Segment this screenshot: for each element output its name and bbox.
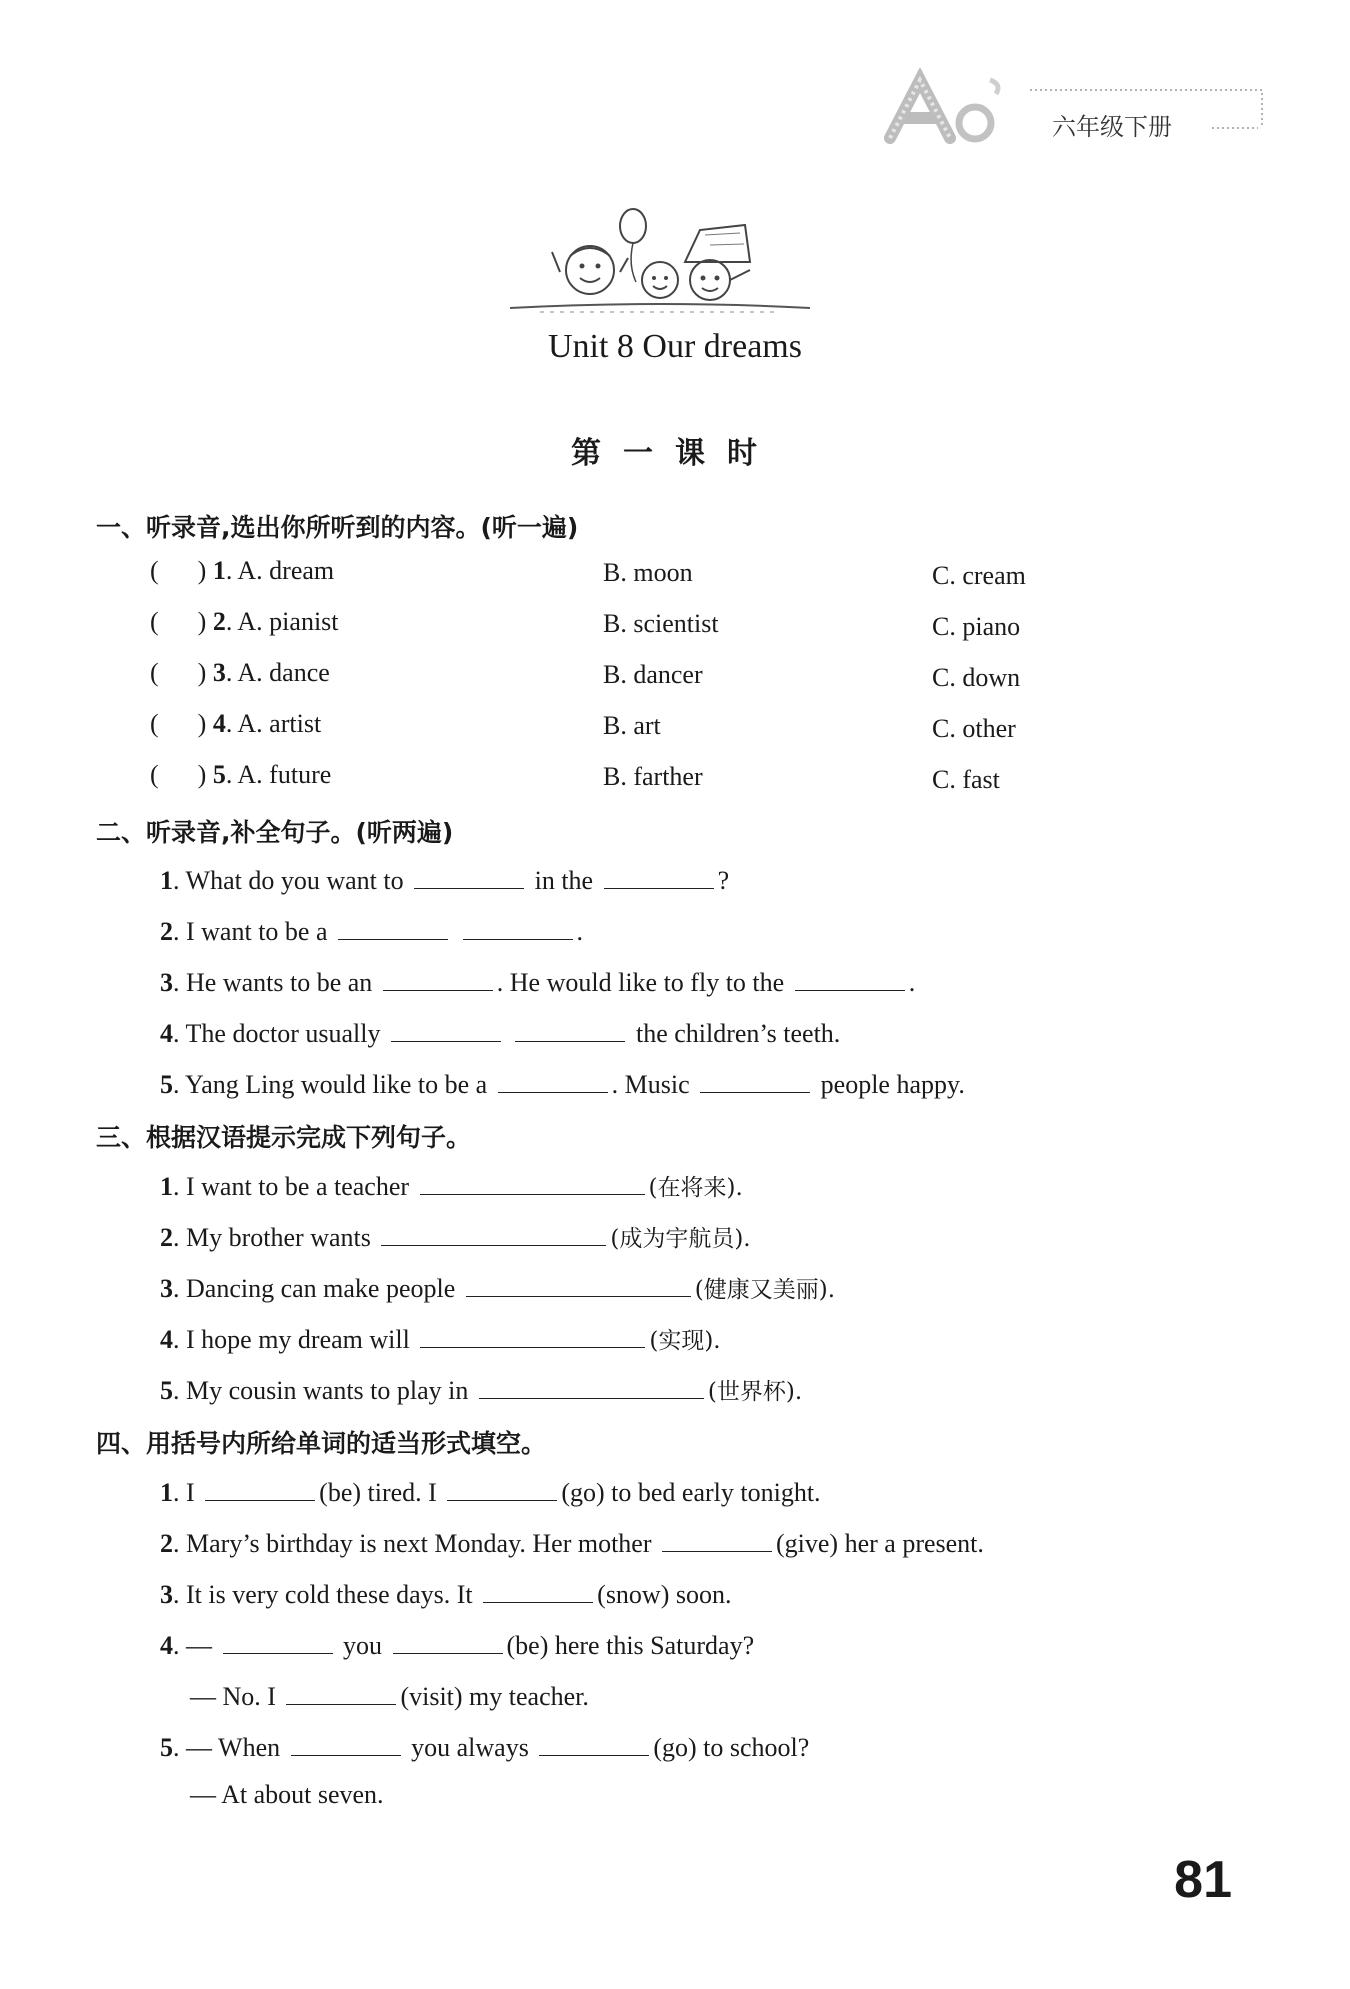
s1-item-4: ( ) 4. A. artist <box>150 709 322 738</box>
sentence-text: My brother wants <box>186 1223 371 1252</box>
sentence-text: in the <box>534 866 594 895</box>
s3-item-3: 3. Dancing can make people (健康又美丽). <box>160 1270 835 1304</box>
answer-blank[interactable] <box>420 1321 645 1348</box>
question-number: 3 <box>212 658 226 687</box>
answer-blank[interactable] <box>420 1168 645 1195</box>
option-a: A. dance <box>237 658 330 687</box>
s1-item-1: ( ) 1. A. dream <box>150 556 335 585</box>
question-number: 3 <box>160 968 173 997</box>
s1-item-2-c: C. piano <box>932 612 1021 641</box>
sentence-text: you always <box>411 1733 529 1762</box>
answer-bracket[interactable]: ( ) <box>150 556 207 585</box>
question-number: 2 <box>160 1529 173 1558</box>
answer-blank[interactable] <box>223 1627 333 1654</box>
question-number: 4 <box>160 1631 173 1660</box>
answer-blank[interactable] <box>700 1066 810 1093</box>
sentence-text: Yang Ling would like to be a <box>185 1070 488 1099</box>
answer-blank[interactable] <box>479 1372 704 1399</box>
sentence-text: (visit) my teacher. <box>400 1682 589 1711</box>
sentence-text: . <box>576 917 584 946</box>
sentence-text: (go) to bed early tonight. <box>561 1478 821 1507</box>
answer-blank[interactable] <box>381 1219 606 1246</box>
sentence-text: — At about seven. <box>190 1780 384 1809</box>
question-number: 1 <box>160 1172 173 1201</box>
answer-bracket[interactable]: ( ) <box>150 607 207 636</box>
answer-blank[interactable] <box>338 913 448 940</box>
question-number: 3 <box>160 1580 173 1609</box>
s2-item-4: 4. The doctor usually the children’s teeth. <box>160 1015 840 1049</box>
sentence-text: — <box>186 1631 212 1660</box>
question-number: 1 <box>160 866 173 895</box>
s1-item-3: ( ) 3. A. dance <box>150 658 330 687</box>
question-number: 1 <box>212 556 226 585</box>
s3-item-1: 1. I want to be a teacher (在将来). <box>160 1168 743 1202</box>
answer-bracket[interactable]: ( ) <box>150 760 207 789</box>
s1-item-5: ( ) 5. A. future <box>150 760 332 789</box>
question-number: 5 <box>212 760 226 789</box>
section-2-heading: 二、听录音,补全句子。(听两遍) <box>96 818 454 847</box>
sentence-text: people happy. <box>820 1070 965 1099</box>
question-number: 4 <box>212 709 226 738</box>
s2-item-2: 2. I want to be a . <box>160 913 583 947</box>
sentence-text: I want to be a teacher <box>186 1172 410 1201</box>
s1-item-5-b: B. farther <box>603 762 703 791</box>
sentence-text: . He would like to fly to the <box>496 968 785 997</box>
s1-item-2-b: B. scientist <box>603 609 719 638</box>
question-number: 4 <box>160 1325 173 1354</box>
answer-blank[interactable] <box>498 1066 608 1093</box>
answer-blank[interactable] <box>291 1729 401 1756</box>
option-a: A. dream <box>237 556 335 585</box>
sentence-text: (be) here this Saturday? <box>506 1631 755 1660</box>
page-number: 81 <box>1174 1851 1232 1909</box>
sentence-text: . Music <box>611 1070 690 1099</box>
sentence-text: I hope my dream will <box>186 1325 410 1354</box>
sentence-text: (go) to school? <box>653 1733 810 1762</box>
sentence-text: — When <box>186 1733 281 1762</box>
question-number: 1 <box>160 1478 173 1507</box>
sentence-text: ? <box>717 866 730 895</box>
answer-blank[interactable] <box>483 1576 593 1603</box>
grade-label: 六年级下册 <box>1052 113 1172 141</box>
question-number: 5 <box>160 1733 173 1762</box>
chinese-hint: (实现). <box>649 1328 721 1354</box>
option-a: A. pianist <box>237 607 339 636</box>
s1-item-1-b: B. moon <box>603 558 693 587</box>
sentence-text: What do you want to <box>185 866 404 895</box>
question-number: 5 <box>160 1070 173 1099</box>
question-number: 4 <box>160 1019 173 1048</box>
chinese-hint: (世界杯). <box>707 1379 803 1405</box>
answer-blank[interactable] <box>205 1474 315 1501</box>
answer-blank[interactable] <box>662 1525 772 1552</box>
s2-item-3: 3. He wants to be an . He would like to fly to the . <box>160 964 915 998</box>
answer-blank[interactable] <box>463 913 573 940</box>
answer-bracket[interactable]: ( ) <box>150 709 207 738</box>
s2-item-5: 5. Yang Ling would like to be a . Music people happy. <box>160 1066 965 1100</box>
s4-item-1: 1. I (be) tired. I (go) to bed early tonight. <box>160 1474 821 1508</box>
sentence-text: He wants to be an <box>186 968 373 997</box>
sentence-text: you <box>343 1631 382 1660</box>
sentence-text: My cousin wants to play in <box>186 1376 469 1405</box>
s4-item-3: 3. It is very cold these days. It (snow) soon. <box>160 1576 732 1610</box>
answer-blank[interactable] <box>466 1270 691 1297</box>
s3-item-2: 2. My brother wants (成为宇航员). <box>160 1219 751 1253</box>
sentence-text: the children’s teeth. <box>635 1019 841 1048</box>
s1-item-3-b: B. dancer <box>603 660 703 689</box>
chinese-hint: (健康又美丽). <box>694 1277 836 1303</box>
lesson-title: 第一课时 <box>571 436 779 471</box>
s3-item-5: 5. My cousin wants to play in (世界杯). <box>160 1372 802 1406</box>
s1-item-2: ( ) 2. A. pianist <box>150 607 339 636</box>
s1-item-3-c: C. down <box>932 663 1021 692</box>
question-number: 2 <box>160 1223 173 1252</box>
answer-blank[interactable] <box>383 964 493 991</box>
s1-item-1-c: C. cream <box>932 561 1026 590</box>
brand-logo <box>880 68 1020 148</box>
s1-item-4-c: C. other <box>932 714 1016 743</box>
sentence-text: Mary’s birthday is next Monday. Her mother <box>186 1529 652 1558</box>
section-4-heading: 四、用括号内所给单词的适当形式填空。 <box>96 1429 547 1458</box>
unit-title: Unit 8 Our dreams <box>547 328 802 365</box>
s1-item-4-b: B. art <box>603 711 661 740</box>
question-number: 2 <box>160 917 173 946</box>
s4-item-5: 5. — When you always (go) to school? <box>160 1729 809 1763</box>
answer-blank[interactable] <box>414 862 524 889</box>
answer-blank[interactable] <box>393 1627 503 1654</box>
option-a: A. future <box>237 760 332 789</box>
sentence-text: . <box>908 968 916 997</box>
sentence-text: I <box>186 1478 195 1507</box>
answer-blank[interactable] <box>515 1015 625 1042</box>
question-number: 2 <box>212 607 226 636</box>
answer-blank[interactable] <box>391 1015 501 1042</box>
question-number: 5 <box>160 1376 173 1405</box>
sentence-text: (be) tired. I <box>319 1478 437 1507</box>
answer-blank[interactable] <box>447 1474 557 1501</box>
s4-item-4-reply <box>190 1678 589 1712</box>
s2-item-1: 1. What do you want to in the ? <box>160 862 729 896</box>
sentence-text: I want to be a <box>186 917 328 946</box>
sentence-text: It is very cold these days. It <box>186 1580 473 1609</box>
s4-item-5-reply <box>190 1780 384 1810</box>
sentence-text: (give) her a present. <box>776 1529 984 1558</box>
answer-blank[interactable] <box>539 1729 649 1756</box>
s4-item-2: 2. Mary’s birthday is next Monday. Her mother (give) her a present. <box>160 1525 984 1559</box>
answer-bracket[interactable]: ( ) <box>150 658 207 687</box>
answer-blank[interactable] <box>286 1678 396 1705</box>
sentence-text: (snow) soon. <box>597 1580 732 1609</box>
chinese-hint: (在将来). <box>648 1175 743 1201</box>
chinese-hint: (成为宇航员). <box>610 1226 751 1252</box>
s4-item-4: 4. — you (be) here this Saturday? <box>160 1627 754 1661</box>
answer-blank[interactable] <box>604 862 714 889</box>
option-a: A. artist <box>237 709 322 738</box>
children-illustration <box>500 200 820 320</box>
section-3-heading: 三、根据汉语提示完成下列句子。 <box>96 1123 472 1152</box>
sentence-text: The doctor usually <box>185 1019 381 1048</box>
question-number: 3 <box>160 1274 173 1303</box>
s1-item-5-c: C. fast <box>932 765 1000 794</box>
sentence-text: Dancing can make people <box>186 1274 456 1303</box>
s3-item-4: 4. I hope my dream will (实现). <box>160 1321 721 1355</box>
sentence-text: — No. I <box>190 1682 276 1711</box>
section-1-heading: 一、听录音,选出你所听到的内容。(听一遍) <box>96 513 579 542</box>
answer-blank[interactable] <box>795 964 905 991</box>
